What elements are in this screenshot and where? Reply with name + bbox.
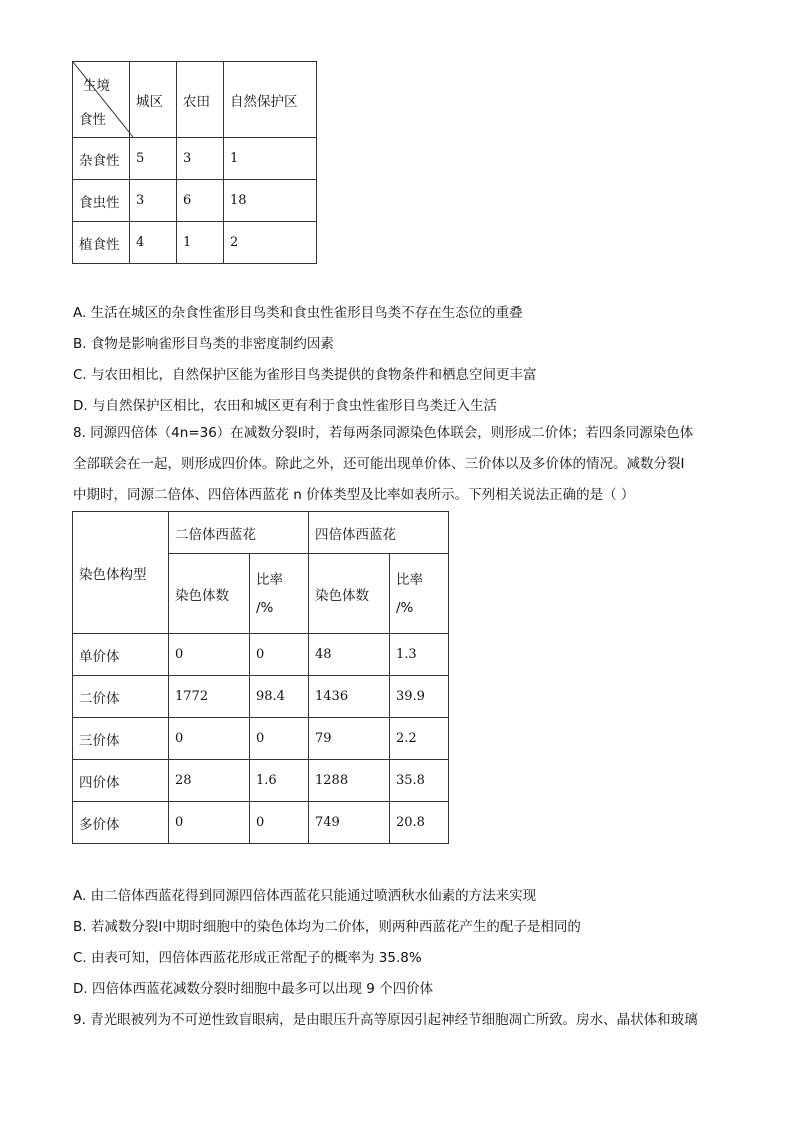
- ratio-unit: /%: [256, 599, 274, 616]
- table-cell: 749: [309, 802, 390, 844]
- q7-option-c: C. 与农田相比，自然保护区能为雀形目鸟类提供的食物条件和栖息空间更丰富: [73, 367, 537, 383]
- table-cell: 5: [130, 138, 177, 180]
- table-cell: 48: [309, 634, 390, 676]
- table-row: [73, 180, 317, 222]
- group-header-tetraploid: 四倍体西蓝花: [309, 512, 449, 554]
- q7-option-d: D. 与自然保护区相比，农田和城区更有利于食虫性雀形目鸟类迁入生活: [73, 398, 497, 414]
- table-cell: 0: [169, 802, 250, 844]
- ratio-unit: /%: [396, 599, 414, 616]
- table-row: [73, 138, 317, 180]
- table-cell: 0: [250, 802, 309, 844]
- question-8-line: 中期时，同源二倍体、四倍体西蓝花 n 价体类型及比率如表所示。下列相关说法正确的是（ ）: [73, 487, 635, 503]
- table-cell: 4: [130, 222, 177, 264]
- group-header-diploid: 二倍体西蓝花: [169, 512, 309, 554]
- table-cell: 1288: [309, 760, 390, 802]
- table-header-row: [73, 512, 449, 554]
- table-cell: 1: [224, 138, 317, 180]
- table-row: [73, 760, 449, 802]
- table-cell: 79: [309, 718, 390, 760]
- habitat-diet-table: [72, 61, 317, 264]
- table-row: [73, 718, 449, 760]
- question-8-stem: [73, 418, 723, 511]
- row-label: 食虫性: [73, 180, 130, 222]
- row-label: 二价体: [73, 676, 169, 718]
- table-cell: 98.4: [250, 676, 309, 718]
- row-label: 四价体: [73, 760, 169, 802]
- table-cell: 0: [169, 634, 250, 676]
- table-row: [73, 634, 449, 676]
- subheader-count: 染色体数: [309, 554, 390, 634]
- table-cell: 1.6: [250, 760, 309, 802]
- subheader-ratio: [390, 554, 449, 634]
- question-8-line: 8. 同源四倍体（4n=36）在减数分裂Ⅰ时，若每两条同源染色体联会，则形成二价体；若四条同源染色体: [73, 425, 694, 441]
- row-label: 多价体: [73, 802, 169, 844]
- table-cell: 3: [177, 138, 224, 180]
- table-cell: 1772: [169, 676, 250, 718]
- table-cell: 28: [169, 760, 250, 802]
- table-cell: 1: [177, 222, 224, 264]
- row-label: 单价体: [73, 634, 169, 676]
- table-header-row: [73, 62, 317, 138]
- table-row: [73, 222, 317, 264]
- table-cell: 3: [130, 180, 177, 222]
- table-cell: 6: [177, 180, 224, 222]
- column-header: 自然保护区: [224, 62, 317, 138]
- chromosome-configuration-table: [72, 511, 449, 844]
- q8-option-c: C. 由表可知，四倍体西蓝花形成正常配子的概率为 35.8%: [73, 950, 422, 966]
- q7-option-a: A. 生活在城区的杂食性雀形目鸟类和食虫性雀形目鸟类不存在生态位的重叠: [73, 305, 523, 321]
- q7-option-b: B. 食物是影响雀形目鸟类的非密度制约因素: [73, 336, 334, 352]
- question-8-line: 全部联会在一起，则形成四价体。除此之外，还可能出现单价体、三价体以及多价体的情况。减数分裂Ⅰ: [73, 456, 685, 472]
- corner-diet-label: 食性: [79, 112, 106, 128]
- row-label: 植食性: [73, 222, 130, 264]
- table-row: [73, 676, 449, 718]
- table-cell: 2: [224, 222, 317, 264]
- table-cell: 39.9: [390, 676, 449, 718]
- table-cell: 18: [224, 180, 317, 222]
- question-9-stem: 9. 青光眼被列为不可逆性致盲眼病，是由眼压升高等原因引起神经节细胞凋亡所致。房水、晶状体和玻璃: [73, 1012, 698, 1028]
- table-cell: 0: [250, 634, 309, 676]
- table-cell: 2.2: [390, 718, 449, 760]
- table-cell: 1.3: [390, 634, 449, 676]
- table-cell: 0: [169, 718, 250, 760]
- table-cell: 35.8: [390, 760, 449, 802]
- ratio-label: 比率: [396, 571, 423, 588]
- q8-option-b: B. 若减数分裂Ⅰ中期时细胞中的染色体均为二价体，则两种西蓝花产生的配子是相同的: [73, 919, 581, 935]
- row-header: 染色体构型: [73, 512, 169, 634]
- q8-option-a: A. 由二倍体西蓝花得到同源四倍体西蓝花只能通过喷洒秋水仙素的方法来实现: [73, 888, 537, 904]
- q8-option-d: D. 四倍体西蓝花减数分裂时细胞中最多可以出现 9 个四价体: [73, 981, 434, 997]
- column-header: 城区: [130, 62, 177, 138]
- corner-habitat-label: 生境: [83, 78, 110, 94]
- row-label: 杂食性: [73, 138, 130, 180]
- table-cell: 20.8: [390, 802, 449, 844]
- ratio-label: 比率: [256, 571, 283, 588]
- subheader-count: 染色体数: [169, 554, 250, 634]
- column-header: 农田: [177, 62, 224, 138]
- row-label: 三价体: [73, 718, 169, 760]
- table-cell: 1436: [309, 676, 390, 718]
- subheader-ratio: [250, 554, 309, 634]
- diagonal-header-cell: [73, 62, 130, 138]
- table-row: [73, 802, 449, 844]
- table-cell: 0: [250, 718, 309, 760]
